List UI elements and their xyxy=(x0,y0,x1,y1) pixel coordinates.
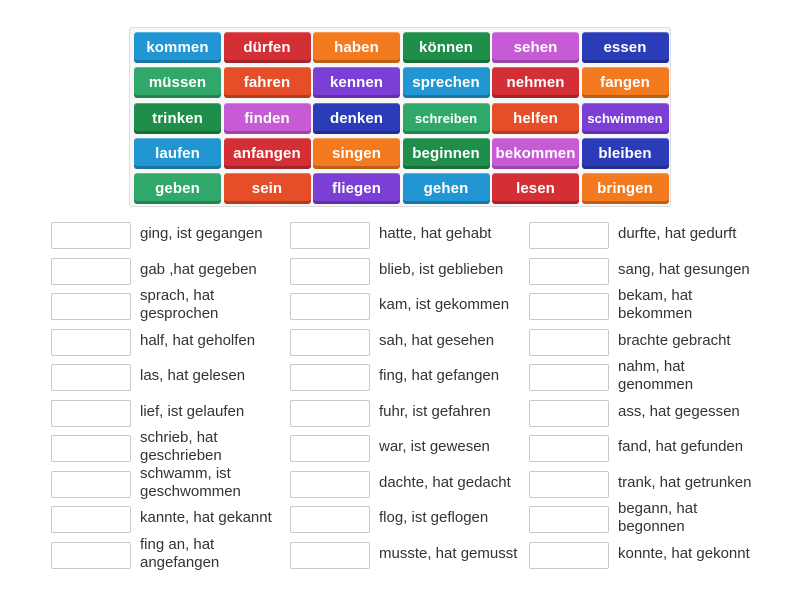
clue-text: bekam, hat bekommen xyxy=(618,287,693,322)
word-tile-helfen[interactable]: helfen xyxy=(492,103,579,134)
clue-text: durfte, hat gedurft xyxy=(618,225,737,242)
clue-text: fing an, hat angefangen xyxy=(140,535,220,571)
clue-text: dachte, hat gedacht xyxy=(379,473,511,491)
clue-text: musste, hat gemusst xyxy=(379,544,518,562)
word-tile-bringen[interactable]: bringen xyxy=(582,173,669,204)
answer-slot[interactable] xyxy=(51,364,131,391)
word-tile-bekommen[interactable]: bekommen xyxy=(492,138,579,169)
answer-slot[interactable] xyxy=(51,435,131,462)
word-tile-lesen[interactable]: lesen xyxy=(492,173,579,204)
word-tile-dürfen[interactable]: dürfen xyxy=(224,32,311,63)
word-tile-bleiben[interactable]: bleiben xyxy=(582,138,669,169)
clue-text: half, hat geholfen xyxy=(140,331,256,349)
word-tile-geben[interactable]: geben xyxy=(134,173,221,204)
answer-slot[interactable] xyxy=(51,293,131,320)
answer-slot[interactable] xyxy=(529,293,609,320)
answer-slot[interactable] xyxy=(290,400,370,427)
word-tile-gehen[interactable]: gehen xyxy=(403,173,490,204)
clue-text: schwamm, ist geschwommen xyxy=(140,464,241,500)
word-tile-fahren[interactable]: fahren xyxy=(224,67,311,98)
answer-slot[interactable] xyxy=(529,400,609,427)
word-tile-fangen[interactable]: fangen xyxy=(582,67,669,98)
clue-text: konnte, hat gekonnt xyxy=(618,544,750,562)
word-tile-haben[interactable]: haben xyxy=(313,32,400,63)
answer-slot[interactable] xyxy=(529,222,609,249)
clue-text: ass, hat gegessen xyxy=(618,402,740,420)
word-bank xyxy=(129,27,671,207)
word-tile-laufen[interactable]: laufen xyxy=(134,138,221,169)
answer-slot[interactable] xyxy=(290,329,370,356)
word-tile-singen[interactable]: singen xyxy=(313,138,400,169)
clue-text: fuhr, ist gefahren xyxy=(379,402,491,420)
answer-slot[interactable] xyxy=(290,293,370,320)
clue-text: war, ist gewesen xyxy=(379,438,490,455)
word-tile-müssen[interactable]: müssen xyxy=(134,67,221,98)
clue-text: fing, hat gefangen xyxy=(379,367,500,384)
answer-slot[interactable] xyxy=(290,435,370,462)
clue-text: sprach, hat gesprochen xyxy=(140,287,219,322)
answer-slot[interactable] xyxy=(290,542,370,569)
answer-slot[interactable] xyxy=(529,329,609,356)
clue-text: schrieb, hat geschrieben xyxy=(140,429,222,464)
answer-slot[interactable] xyxy=(529,435,609,462)
clue-text: nahm, hat genommen xyxy=(618,358,694,393)
word-tile-fliegen[interactable]: fliegen xyxy=(313,173,400,204)
clue-text: begann, hat begonnen xyxy=(618,500,698,535)
word-tile-sprechen[interactable]: sprechen xyxy=(403,67,490,98)
answer-slot[interactable] xyxy=(290,258,370,285)
clue-text: blieb, ist geblieben xyxy=(379,260,504,278)
clue-text: fand, hat gefunden xyxy=(618,438,744,455)
answer-slot[interactable] xyxy=(51,258,131,285)
answer-slot[interactable] xyxy=(51,222,131,249)
clue-text: flog, ist geflogen xyxy=(379,509,489,526)
word-tile-sehen[interactable]: sehen xyxy=(492,32,579,63)
clue-text: ging, ist gegangen xyxy=(140,225,263,242)
answer-slot[interactable] xyxy=(51,542,131,569)
word-tile-anfangen[interactable]: anfangen xyxy=(224,138,311,169)
clue-text: lief, ist gelaufen xyxy=(140,402,245,420)
clue-text: gab ,hat gegeben xyxy=(140,260,257,278)
word-tile-essen[interactable]: essen xyxy=(582,32,669,63)
answer-slot[interactable] xyxy=(529,364,609,391)
clue-text: hatte, hat gehabt xyxy=(379,225,492,242)
answer-slot[interactable] xyxy=(529,542,609,569)
word-tile-beginnen[interactable]: beginnen xyxy=(403,138,490,169)
answer-slot[interactable] xyxy=(51,329,131,356)
word-tile-kennen[interactable]: kennen xyxy=(313,67,400,98)
clue-text: kannte, hat gekannt xyxy=(140,509,272,526)
word-tile-können[interactable]: können xyxy=(403,32,490,63)
answer-slot[interactable] xyxy=(290,364,370,391)
clue-text: las, hat gelesen xyxy=(140,367,246,384)
clue-text: sah, hat gesehen xyxy=(379,331,495,349)
word-tile-nehmen[interactable]: nehmen xyxy=(492,67,579,98)
clue-text: brachte gebracht xyxy=(618,331,731,349)
word-tile-trinken[interactable]: trinken xyxy=(134,103,221,134)
answer-slot[interactable] xyxy=(529,258,609,285)
answer-slot[interactable] xyxy=(290,222,370,249)
word-tile-finden[interactable]: finden xyxy=(224,103,311,134)
answer-slot[interactable] xyxy=(290,471,370,498)
answer-slot[interactable] xyxy=(51,471,131,498)
clue-text: trank, hat getrunken xyxy=(618,473,752,491)
answer-slot[interactable] xyxy=(51,506,131,533)
word-tile-schwimmen[interactable]: schwimmen xyxy=(582,103,669,134)
answer-slot[interactable] xyxy=(529,506,609,533)
clue-text: sang, hat gesungen xyxy=(618,260,750,278)
answer-slot[interactable] xyxy=(529,471,609,498)
word-tile-kommen[interactable]: kommen xyxy=(134,32,221,63)
answer-slot[interactable] xyxy=(51,400,131,427)
word-tile-schreiben[interactable]: schreiben xyxy=(403,103,490,134)
word-tile-denken[interactable]: denken xyxy=(313,103,400,134)
word-tile-sein[interactable]: sein xyxy=(224,173,311,204)
clue-text: kam, ist gekommen xyxy=(379,296,510,313)
answer-slot[interactable] xyxy=(290,506,370,533)
